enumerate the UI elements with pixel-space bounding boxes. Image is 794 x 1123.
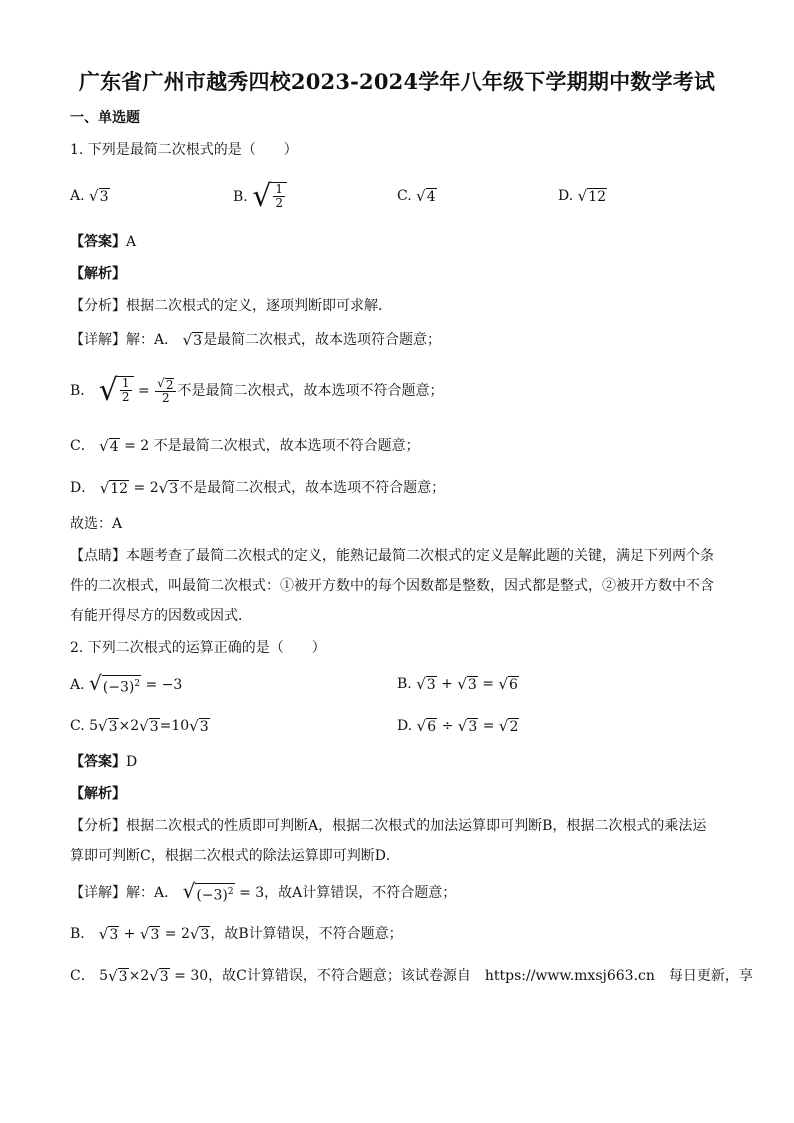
detail-label: C． [70,438,95,454]
option-label: B. [397,676,412,692]
option-label: B. [233,189,248,205]
q1-answer [70,232,136,252]
option-label: A. [70,188,85,204]
q1-dianjing-line-2: 件的二次根式，叫最简二次根式：①被开方数中的每个因数都是整数，因式都是整式，②被开方数中不含 [70,578,714,594]
radical: √ $(-3)^2$ [89,671,141,696]
radicand: 3 [193,333,203,349]
q2-fenxi-line-1: 【分析】根据二次根式的性质即可判断A，根据二次根式的加法运算即可判断B，根据二次根式的乘法运 [70,818,707,834]
detail-label: C． [70,968,95,984]
denominator: 2 [121,390,130,404]
radical: √ $\frac{1}{2}$ [252,180,287,214]
radical: √ 4 [416,187,436,205]
q2-answer [70,752,137,772]
radical: √ 3 [89,187,109,205]
q1-detail-b [70,374,443,414]
option-label: A. [70,676,85,693]
page-title: 广东省广州市越秀四校2023-2024学年八年级下学期期中数学考试 [78,69,716,94]
q1-dianjing-line-3: 有能开得尽方的因数或因式． [70,608,252,624]
answer-tag: 【答案】 [70,234,126,250]
option-label: D. [558,188,574,204]
q1-detail-a [70,330,441,350]
equals: = [137,383,150,399]
answer-tag: 【答案】 [70,754,126,770]
detail-label: D． [70,480,96,496]
numerator: √ 2 [155,377,176,392]
radical: √ 3 [158,479,179,497]
detail-text: ，故A计算错误，不符合题意； [264,884,457,901]
fraction [155,377,176,405]
q2-option-b: B. √ 3 + √ 3 = √ 6 [397,675,518,693]
answer-value: D [126,754,138,770]
q2-analysis-tag: 【解析】 [70,786,126,802]
radical: √ 12 [99,479,129,497]
numerator: 1 [121,376,130,390]
fraction [273,183,285,210]
detail-label: B． [70,383,95,399]
option-label: D. [397,718,413,734]
answer-value: A [126,234,137,250]
section-heading: 一、单选题 [70,110,140,126]
fraction [120,377,132,404]
option-label: C. [397,188,412,204]
detail-text: 不是最简二次根式，故本选项不符合题意； [179,480,446,496]
radical: √ 4 [99,437,119,455]
q1-option-d [558,186,607,206]
denominator: 2 [161,391,170,405]
q2-fenxi-line-2: 算即可判断C，根据二次根式的除法运算即可判断D． [70,848,400,864]
q2-options-row-2 [70,716,720,742]
detail-text: ，故C计算错误，不符合题意；该试卷源自 https://www.mxsj663.cn 每日更新，享 [208,968,753,984]
option-label: C. [70,718,85,734]
q2-option-d: D. √ 6 ÷ √ 3 = √ 2 [397,717,519,735]
detail-text: ，故B计算错误，不符合题意； [210,926,403,942]
q1-choice: 故选：A [70,516,123,532]
detail-text: 不是最简二次根式，故本选项不符合题意； [153,438,420,454]
q1-stem: 1. 下列是最简二次根式的是（ ） [70,142,298,158]
q1-option-c [397,186,437,206]
detail-text: 不是最简二次根式，故本选项不符合题意； [177,383,444,399]
detail-head: 【详解】解：A． [70,332,179,348]
q2-option-a: A. √ $(-3)^2$ = −3 [70,671,183,696]
detail-text: 是最简二次根式，故本选项符合题意； [203,332,442,348]
q1-dianjing-line-1: 【点睛】本题考查了最简二次根式的定义，能熟记最简二次根式的定义是解此题的关键，满足下列两个条 [70,548,714,564]
q1-option-b [233,180,287,214]
radical: √ 3 [182,331,203,349]
q1-detail-c: C． √ 4 = 2 不是最简二次根式，故本选项不符合题意； [70,437,420,455]
denominator: 2 [275,196,283,210]
q2-detail-b: B． √ 3 + √ 3 = 2 √ 3 ，故B计算错误，不符合题意； [70,925,403,943]
radicand: 4 [426,189,436,205]
q2-detail-a: 【详解】解：A． √ $(-3)^2$ = 3，故A计算错误，不符合题意； [70,879,457,904]
q2-detail-c: C． 5 √ 3 ×2 √ 3 = 30，故C计算错误，不符合题意；该试卷源自 https://www.mxsj663.cn 每日更新，享 [70,967,753,985]
q1-detail-d: D． √ 12 = 2 √ 3 不是最简二次根式，故本选项不符合题意； [70,479,446,497]
q2-stem: 2. 下列二次根式的运算正确的是（ ） [70,640,326,656]
q1-fenxi: 【分析】根据二次根式的定义，逐项判断即可求解． [70,298,392,314]
numerator: 1 [275,182,283,196]
detail-head: 【详解】解：A． [70,884,179,901]
radicand: 3 [99,189,109,205]
q2-option-c: C. 5 √ 3 ×2 √ 3 =10 √ 3 [70,717,209,735]
radical: √ $\frac{1}{2}$ [99,374,134,408]
radical: √ 12 [577,187,607,205]
radicand: 12 [588,189,607,205]
q1-option-a [70,186,110,206]
detail-label: B． [70,926,95,942]
q1-analysis-tag: 【解析】 [70,266,126,282]
q2-options-row-1 [70,672,720,702]
